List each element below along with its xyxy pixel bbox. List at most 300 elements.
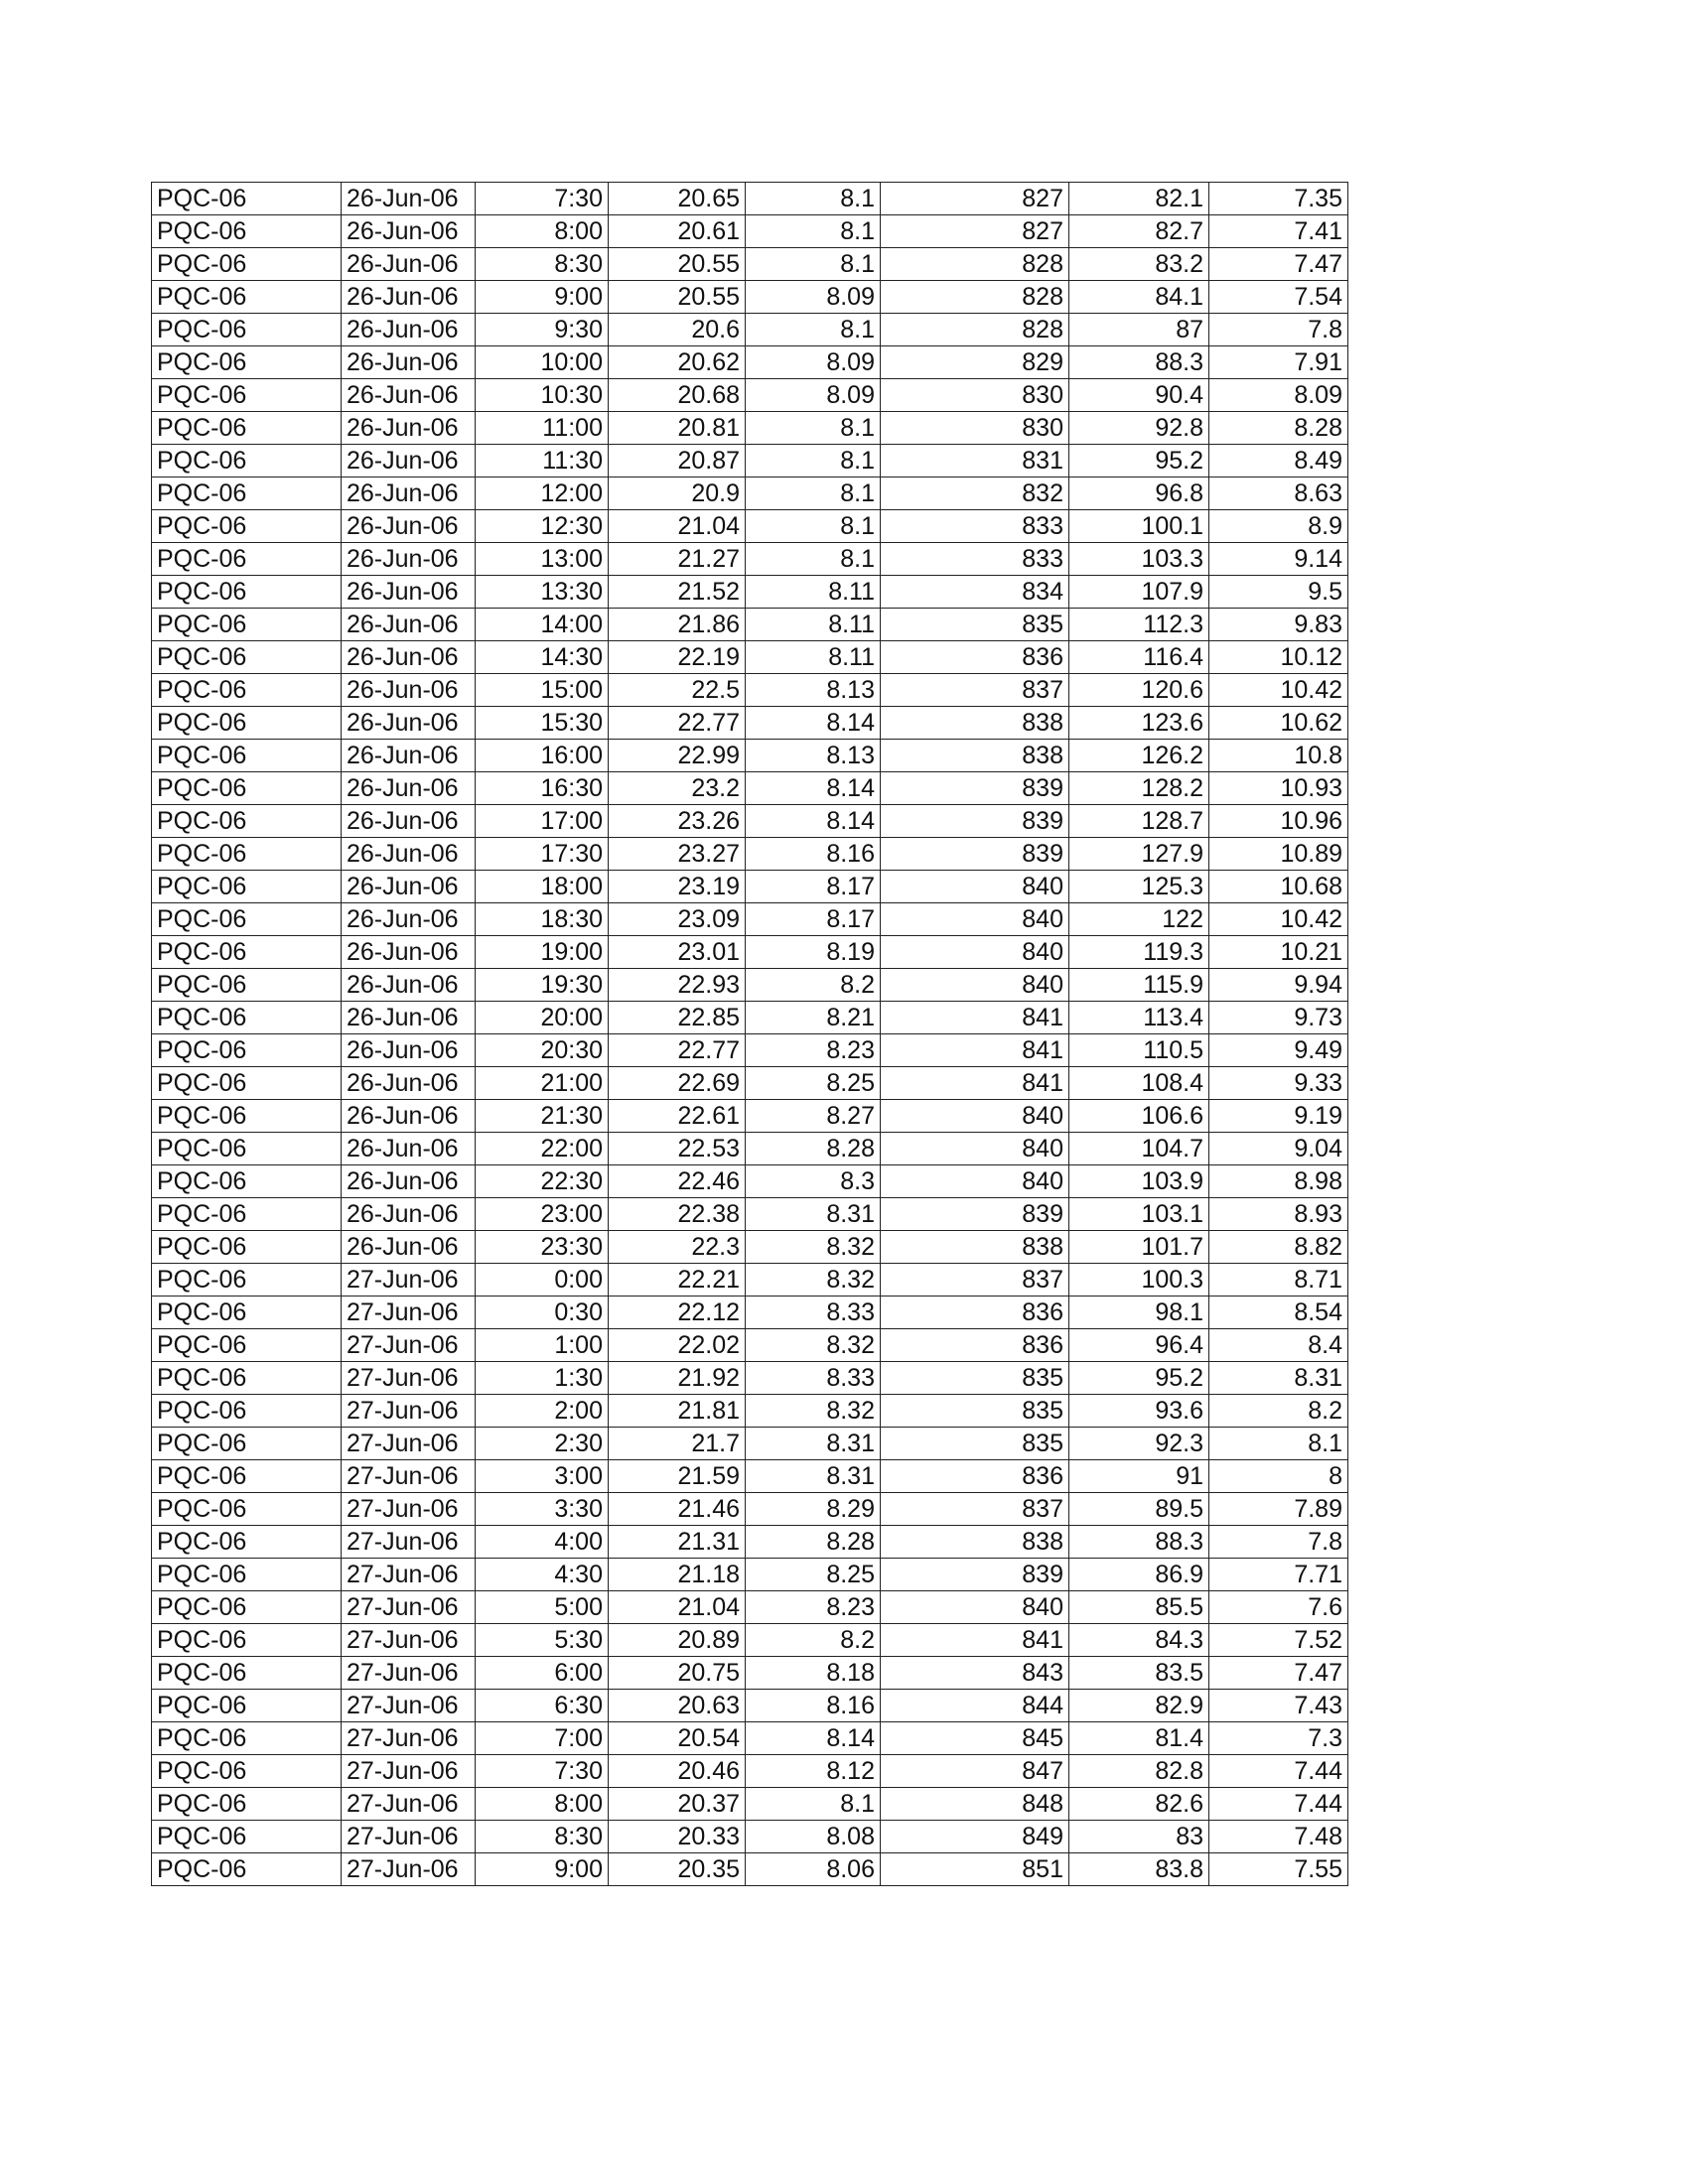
cell-value-b: 8.28: [746, 1133, 881, 1165]
table-row: [152, 1624, 1348, 1657]
cell-value-b: 8.31: [746, 1428, 881, 1460]
table-row: [152, 1067, 1348, 1100]
cell-date: 26-Jun-06: [342, 707, 476, 740]
table-row: [152, 1395, 1348, 1428]
cell-date: 27-Jun-06: [342, 1853, 476, 1886]
cell-value-a: 23.19: [609, 871, 746, 903]
cell-value-a: 22.77: [609, 1034, 746, 1067]
cell-value-b: 8.11: [746, 576, 881, 609]
cell-value-d: 119.3: [1069, 936, 1209, 969]
cell-value-e: 7.47: [1209, 1657, 1348, 1690]
cell-time: 11:00: [476, 412, 609, 445]
table-row: [152, 609, 1348, 641]
cell-value-d: 87: [1069, 314, 1209, 346]
cell-value-b: 8.09: [746, 281, 881, 314]
table-row: [152, 215, 1348, 248]
cell-value-c: 833: [881, 543, 1069, 576]
cell-value-e: 10.68: [1209, 871, 1348, 903]
table-row: [152, 1853, 1348, 1886]
cell-station-id: PQC-06: [152, 903, 342, 936]
cell-value-e: 10.21: [1209, 936, 1348, 969]
cell-value-b: 8.32: [746, 1395, 881, 1428]
cell-value-d: 88.3: [1069, 1526, 1209, 1559]
cell-time: 15:30: [476, 707, 609, 740]
cell-value-d: 89.5: [1069, 1493, 1209, 1526]
cell-date: 26-Jun-06: [342, 903, 476, 936]
table-row: [152, 1460, 1348, 1493]
cell-value-e: 7.6: [1209, 1591, 1348, 1624]
cell-value-c: 828: [881, 314, 1069, 346]
cell-value-d: 112.3: [1069, 609, 1209, 641]
cell-value-d: 91: [1069, 1460, 1209, 1493]
cell-value-d: 88.3: [1069, 346, 1209, 379]
cell-station-id: PQC-06: [152, 1853, 342, 1886]
cell-value-a: 23.09: [609, 903, 746, 936]
cell-value-a: 21.04: [609, 510, 746, 543]
cell-value-b: 8.1: [746, 478, 881, 510]
table-row: [152, 478, 1348, 510]
cell-date: 26-Jun-06: [342, 576, 476, 609]
cell-date: 26-Jun-06: [342, 936, 476, 969]
cell-value-b: 8.27: [746, 1100, 881, 1133]
table-row: [152, 1198, 1348, 1231]
cell-date: 26-Jun-06: [342, 969, 476, 1002]
cell-station-id: PQC-06: [152, 1329, 342, 1362]
cell-time: 22:30: [476, 1165, 609, 1198]
cell-value-b: 8.1: [746, 215, 881, 248]
cell-value-e: 9.49: [1209, 1034, 1348, 1067]
cell-station-id: PQC-06: [152, 1526, 342, 1559]
cell-time: 12:30: [476, 510, 609, 543]
cell-date: 26-Jun-06: [342, 772, 476, 805]
cell-station-id: PQC-06: [152, 1755, 342, 1788]
cell-station-id: PQC-06: [152, 1657, 342, 1690]
cell-value-d: 95.2: [1069, 445, 1209, 478]
cell-time: 17:30: [476, 838, 609, 871]
cell-date: 26-Jun-06: [342, 215, 476, 248]
cell-time: 21:30: [476, 1100, 609, 1133]
cell-value-c: 848: [881, 1788, 1069, 1821]
table-row: [152, 183, 1348, 215]
cell-value-a: 20.37: [609, 1788, 746, 1821]
cell-value-a: 23.27: [609, 838, 746, 871]
table-row: [152, 248, 1348, 281]
cell-value-e: 8.49: [1209, 445, 1348, 478]
cell-station-id: PQC-06: [152, 1067, 342, 1100]
cell-value-c: 835: [881, 1395, 1069, 1428]
cell-value-a: 22.02: [609, 1329, 746, 1362]
cell-time: 9:30: [476, 314, 609, 346]
cell-value-a: 21.27: [609, 543, 746, 576]
cell-value-a: 22.3: [609, 1231, 746, 1264]
cell-value-d: 90.4: [1069, 379, 1209, 412]
cell-value-d: 110.5: [1069, 1034, 1209, 1067]
cell-station-id: PQC-06: [152, 1297, 342, 1329]
cell-value-e: 7.41: [1209, 215, 1348, 248]
cell-value-d: 115.9: [1069, 969, 1209, 1002]
table-row: [152, 1100, 1348, 1133]
cell-value-d: 81.4: [1069, 1722, 1209, 1755]
cell-time: 12:00: [476, 478, 609, 510]
cell-value-d: 83.5: [1069, 1657, 1209, 1690]
cell-value-a: 20.62: [609, 346, 746, 379]
cell-value-a: 20.63: [609, 1690, 746, 1722]
cell-value-b: 8.17: [746, 903, 881, 936]
cell-station-id: PQC-06: [152, 215, 342, 248]
table-row: [152, 510, 1348, 543]
table-row: [152, 740, 1348, 772]
cell-value-e: 10.12: [1209, 641, 1348, 674]
cell-value-c: 837: [881, 1493, 1069, 1526]
cell-value-e: 8.98: [1209, 1165, 1348, 1198]
cell-time: 6:00: [476, 1657, 609, 1690]
cell-value-c: 838: [881, 707, 1069, 740]
cell-value-e: 9.83: [1209, 609, 1348, 641]
cell-time: 22:00: [476, 1133, 609, 1165]
cell-time: 13:30: [476, 576, 609, 609]
table-body: [152, 183, 1348, 1886]
cell-value-c: 835: [881, 1362, 1069, 1395]
cell-station-id: PQC-06: [152, 1788, 342, 1821]
cell-value-c: 829: [881, 346, 1069, 379]
cell-station-id: PQC-06: [152, 183, 342, 215]
table-row: [152, 1297, 1348, 1329]
cell-time: 3:30: [476, 1493, 609, 1526]
cell-station-id: PQC-06: [152, 1428, 342, 1460]
cell-value-a: 21.04: [609, 1591, 746, 1624]
table-row: [152, 674, 1348, 707]
table-row: [152, 772, 1348, 805]
cell-value-a: 23.2: [609, 772, 746, 805]
cell-station-id: PQC-06: [152, 1690, 342, 1722]
cell-value-d: 108.4: [1069, 1067, 1209, 1100]
cell-station-id: PQC-06: [152, 1165, 342, 1198]
table-row: [152, 1821, 1348, 1853]
cell-value-b: 8.3: [746, 1165, 881, 1198]
cell-value-c: 840: [881, 1133, 1069, 1165]
cell-value-d: 106.6: [1069, 1100, 1209, 1133]
table-row: [152, 1526, 1348, 1559]
cell-value-c: 840: [881, 1591, 1069, 1624]
cell-value-c: 844: [881, 1690, 1069, 1722]
cell-value-e: 10.96: [1209, 805, 1348, 838]
cell-value-c: 834: [881, 576, 1069, 609]
cell-value-d: 103.9: [1069, 1165, 1209, 1198]
table-row: [152, 903, 1348, 936]
cell-station-id: PQC-06: [152, 1034, 342, 1067]
cell-value-e: 8.54: [1209, 1297, 1348, 1329]
cell-value-e: 7.91: [1209, 346, 1348, 379]
cell-value-d: 93.6: [1069, 1395, 1209, 1428]
cell-value-a: 22.85: [609, 1002, 746, 1034]
cell-value-b: 8.19: [746, 936, 881, 969]
cell-value-c: 828: [881, 281, 1069, 314]
cell-value-a: 20.54: [609, 1722, 746, 1755]
cell-station-id: PQC-06: [152, 1624, 342, 1657]
cell-time: 20:00: [476, 1002, 609, 1034]
cell-station-id: PQC-06: [152, 281, 342, 314]
cell-time: 19:30: [476, 969, 609, 1002]
cell-value-e: 10.62: [1209, 707, 1348, 740]
cell-value-a: 21.52: [609, 576, 746, 609]
cell-value-b: 8.28: [746, 1526, 881, 1559]
cell-value-b: 8.1: [746, 543, 881, 576]
cell-station-id: PQC-06: [152, 1821, 342, 1853]
cell-value-e: 8: [1209, 1460, 1348, 1493]
cell-value-e: 7.44: [1209, 1755, 1348, 1788]
cell-value-b: 8.14: [746, 805, 881, 838]
cell-date: 26-Jun-06: [342, 1133, 476, 1165]
cell-time: 16:30: [476, 772, 609, 805]
cell-value-b: 8.29: [746, 1493, 881, 1526]
table-row: [152, 1559, 1348, 1591]
cell-value-b: 8.23: [746, 1034, 881, 1067]
cell-value-a: 20.87: [609, 445, 746, 478]
cell-time: 0:30: [476, 1297, 609, 1329]
table-row: [152, 379, 1348, 412]
table-row: [152, 445, 1348, 478]
cell-date: 27-Jun-06: [342, 1559, 476, 1591]
cell-value-b: 8.11: [746, 641, 881, 674]
cell-value-e: 9.33: [1209, 1067, 1348, 1100]
cell-value-c: 840: [881, 903, 1069, 936]
cell-value-b: 8.1: [746, 248, 881, 281]
cell-value-d: 116.4: [1069, 641, 1209, 674]
cell-value-a: 20.9: [609, 478, 746, 510]
cell-time: 11:30: [476, 445, 609, 478]
cell-time: 20:30: [476, 1034, 609, 1067]
cell-station-id: PQC-06: [152, 641, 342, 674]
cell-value-e: 8.28: [1209, 412, 1348, 445]
cell-date: 26-Jun-06: [342, 740, 476, 772]
cell-time: 19:00: [476, 936, 609, 969]
cell-value-c: 838: [881, 1526, 1069, 1559]
cell-time: 23:30: [476, 1231, 609, 1264]
cell-station-id: PQC-06: [152, 772, 342, 805]
cell-station-id: PQC-06: [152, 1231, 342, 1264]
cell-value-c: 839: [881, 772, 1069, 805]
cell-value-e: 8.71: [1209, 1264, 1348, 1297]
cell-date: 26-Jun-06: [342, 838, 476, 871]
cell-value-d: 101.7: [1069, 1231, 1209, 1264]
cell-date: 26-Jun-06: [342, 1002, 476, 1034]
cell-value-c: 838: [881, 1231, 1069, 1264]
cell-station-id: PQC-06: [152, 445, 342, 478]
cell-value-a: 21.86: [609, 609, 746, 641]
cell-value-c: 841: [881, 1624, 1069, 1657]
cell-value-a: 21.81: [609, 1395, 746, 1428]
cell-value-b: 8.11: [746, 609, 881, 641]
cell-time: 1:30: [476, 1362, 609, 1395]
cell-value-c: 843: [881, 1657, 1069, 1690]
cell-value-d: 83: [1069, 1821, 1209, 1853]
cell-value-d: 83.8: [1069, 1853, 1209, 1886]
table-row: [152, 805, 1348, 838]
cell-value-c: 838: [881, 740, 1069, 772]
cell-date: 27-Jun-06: [342, 1526, 476, 1559]
cell-date: 26-Jun-06: [342, 510, 476, 543]
cell-value-e: 10.89: [1209, 838, 1348, 871]
cell-value-b: 8.13: [746, 740, 881, 772]
cell-value-a: 20.81: [609, 412, 746, 445]
cell-value-c: 835: [881, 609, 1069, 641]
cell-time: 4:00: [476, 1526, 609, 1559]
cell-station-id: PQC-06: [152, 478, 342, 510]
cell-station-id: PQC-06: [152, 576, 342, 609]
cell-value-b: 8.1: [746, 1788, 881, 1821]
cell-value-e: 8.82: [1209, 1231, 1348, 1264]
cell-value-c: 827: [881, 215, 1069, 248]
cell-date: 27-Jun-06: [342, 1788, 476, 1821]
cell-value-a: 20.46: [609, 1755, 746, 1788]
cell-value-e: 8.1: [1209, 1428, 1348, 1460]
cell-time: 18:00: [476, 871, 609, 903]
cell-time: 10:30: [476, 379, 609, 412]
cell-value-b: 8.06: [746, 1853, 881, 1886]
cell-date: 27-Jun-06: [342, 1395, 476, 1428]
cell-value-c: 827: [881, 183, 1069, 215]
cell-station-id: PQC-06: [152, 1264, 342, 1297]
cell-time: 15:00: [476, 674, 609, 707]
cell-time: 2:30: [476, 1428, 609, 1460]
cell-value-e: 7.3: [1209, 1722, 1348, 1755]
table-row: [152, 543, 1348, 576]
cell-value-b: 8.14: [746, 772, 881, 805]
cell-time: 9:00: [476, 281, 609, 314]
cell-value-b: 8.08: [746, 1821, 881, 1853]
cell-value-e: 7.54: [1209, 281, 1348, 314]
cell-value-a: 20.68: [609, 379, 746, 412]
cell-value-e: 7.55: [1209, 1853, 1348, 1886]
cell-value-e: 7.47: [1209, 248, 1348, 281]
cell-value-c: 836: [881, 1329, 1069, 1362]
cell-value-c: 840: [881, 969, 1069, 1002]
cell-value-c: 839: [881, 1198, 1069, 1231]
cell-time: 3:00: [476, 1460, 609, 1493]
cell-value-a: 20.55: [609, 281, 746, 314]
cell-station-id: PQC-06: [152, 510, 342, 543]
cell-time: 16:00: [476, 740, 609, 772]
cell-value-b: 8.1: [746, 445, 881, 478]
cell-value-a: 20.89: [609, 1624, 746, 1657]
cell-time: 23:00: [476, 1198, 609, 1231]
cell-value-e: 8.93: [1209, 1198, 1348, 1231]
cell-date: 26-Jun-06: [342, 478, 476, 510]
cell-value-d: 98.1: [1069, 1297, 1209, 1329]
table-row: [152, 1133, 1348, 1165]
cell-value-d: 100.1: [1069, 510, 1209, 543]
cell-value-a: 20.33: [609, 1821, 746, 1853]
cell-value-d: 84.1: [1069, 281, 1209, 314]
cell-value-b: 8.1: [746, 510, 881, 543]
cell-station-id: PQC-06: [152, 1198, 342, 1231]
cell-value-d: 92.8: [1069, 412, 1209, 445]
data-table: [151, 182, 1348, 1886]
cell-value-b: 8.32: [746, 1231, 881, 1264]
cell-date: 26-Jun-06: [342, 445, 476, 478]
cell-date: 26-Jun-06: [342, 281, 476, 314]
cell-value-c: 839: [881, 838, 1069, 871]
cell-value-d: 82.8: [1069, 1755, 1209, 1788]
cell-date: 26-Jun-06: [342, 805, 476, 838]
cell-value-c: 841: [881, 1067, 1069, 1100]
cell-value-e: 7.44: [1209, 1788, 1348, 1821]
cell-value-d: 107.9: [1069, 576, 1209, 609]
cell-value-c: 839: [881, 1559, 1069, 1591]
cell-time: 14:00: [476, 609, 609, 641]
cell-date: 26-Jun-06: [342, 1100, 476, 1133]
cell-value-c: 841: [881, 1002, 1069, 1034]
cell-time: 5:30: [476, 1624, 609, 1657]
cell-value-a: 22.53: [609, 1133, 746, 1165]
cell-station-id: PQC-06: [152, 609, 342, 641]
cell-value-a: 21.46: [609, 1493, 746, 1526]
cell-station-id: PQC-06: [152, 1559, 342, 1591]
cell-value-d: 113.4: [1069, 1002, 1209, 1034]
cell-value-d: 96.4: [1069, 1329, 1209, 1362]
cell-value-c: 828: [881, 248, 1069, 281]
cell-value-a: 20.35: [609, 1853, 746, 1886]
cell-date: 26-Jun-06: [342, 412, 476, 445]
cell-value-e: 7.8: [1209, 314, 1348, 346]
cell-time: 8:30: [476, 1821, 609, 1853]
cell-value-e: 7.89: [1209, 1493, 1348, 1526]
cell-value-d: 84.3: [1069, 1624, 1209, 1657]
cell-value-d: 123.6: [1069, 707, 1209, 740]
cell-date: 26-Jun-06: [342, 379, 476, 412]
cell-value-b: 8.1: [746, 314, 881, 346]
cell-station-id: PQC-06: [152, 1395, 342, 1428]
cell-date: 26-Jun-06: [342, 248, 476, 281]
cell-station-id: PQC-06: [152, 1460, 342, 1493]
cell-value-c: 841: [881, 1034, 1069, 1067]
cell-date: 27-Jun-06: [342, 1821, 476, 1853]
cell-time: 18:30: [476, 903, 609, 936]
cell-station-id: PQC-06: [152, 412, 342, 445]
cell-value-e: 9.94: [1209, 969, 1348, 1002]
cell-date: 27-Jun-06: [342, 1493, 476, 1526]
cell-value-b: 8.16: [746, 838, 881, 871]
cell-station-id: PQC-06: [152, 936, 342, 969]
cell-value-a: 22.61: [609, 1100, 746, 1133]
cell-date: 26-Jun-06: [342, 641, 476, 674]
cell-value-c: 840: [881, 936, 1069, 969]
cell-station-id: PQC-06: [152, 346, 342, 379]
cell-value-d: 95.2: [1069, 1362, 1209, 1395]
cell-time: 2:00: [476, 1395, 609, 1428]
cell-date: 27-Jun-06: [342, 1624, 476, 1657]
table-row: [152, 969, 1348, 1002]
cell-date: 27-Jun-06: [342, 1690, 476, 1722]
cell-date: 27-Jun-06: [342, 1297, 476, 1329]
cell-date: 26-Jun-06: [342, 1231, 476, 1264]
cell-value-d: 127.9: [1069, 838, 1209, 871]
cell-value-e: 8.9: [1209, 510, 1348, 543]
cell-station-id: PQC-06: [152, 1722, 342, 1755]
cell-station-id: PQC-06: [152, 1362, 342, 1395]
cell-value-d: 85.5: [1069, 1591, 1209, 1624]
cell-value-c: 836: [881, 1297, 1069, 1329]
cell-value-b: 8.32: [746, 1329, 881, 1362]
table-row: [152, 936, 1348, 969]
cell-value-a: 23.01: [609, 936, 746, 969]
cell-value-b: 8.13: [746, 674, 881, 707]
cell-time: 5:00: [476, 1591, 609, 1624]
cell-time: 8:30: [476, 248, 609, 281]
table-row: [152, 707, 1348, 740]
cell-date: 26-Jun-06: [342, 346, 476, 379]
cell-value-b: 8.2: [746, 1624, 881, 1657]
